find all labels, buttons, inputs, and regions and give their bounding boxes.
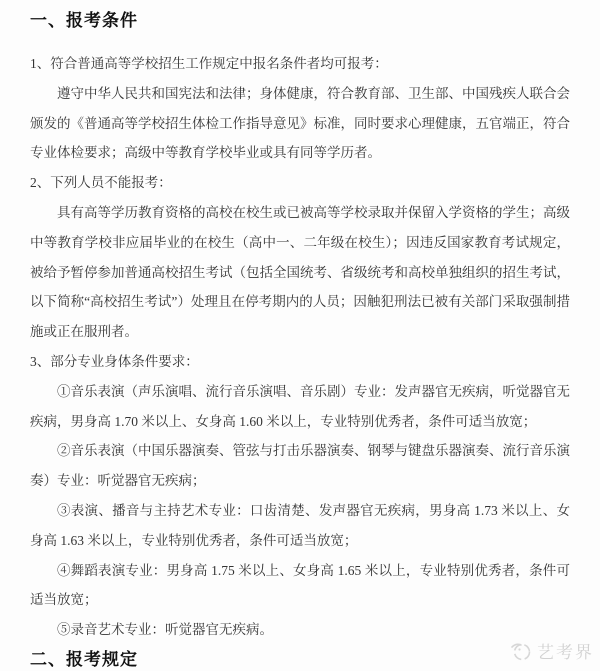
document-body	[30, 49, 570, 645]
paragraph: 遵守中华人民共和国宪法和法律；身体健康，符合教育部、卫生部、中国残疾人联合会颁发的《普通高等学校招生体检工作指导意见》标准，同时要求心理健康，五官端正，符合专业体检要求；高级中等教育学校毕业或具有同等学历者。	[30, 85, 570, 161]
section-heading-regulations: 二、报考规定	[30, 649, 138, 669]
paragraph: ⑤录音艺术专业：听觉器官无疾病。	[57, 622, 273, 638]
paragraph: ④舞蹈表演专业：男身高 1.75 米以上、女身高 1.65 米以上，专业特别优秀者，条件可适当放宽；	[30, 562, 570, 608]
watermark	[510, 638, 594, 663]
paragraph: ③表演、播音与主持艺术专业：口齿清楚、发声器官无疾病，男身高 1.73 米以上、女身高 1.63 米以上，专业特别优秀者，条件可适当放宽；	[30, 502, 570, 548]
paragraph: 1、符合普通高等学校招生工作规定中报名条件者均可报考：	[30, 56, 388, 71]
paragraph: 具有高等学历教育资格的高校在校生或已被高等学校录取并保留入学资格的学生；高级中等教育学校非应届毕业的在校生（高中一、二年级在校生）；因违反国家教育考试规定，被给予暂停参加普通高校招生考试（包括全国统考、省级统考和高校单独组织的招生考试，以下简称“高校招生考试”）处理且在停考期内的人员；因触犯刑法已被有关部门采取强制措施或正在服刑者。	[30, 204, 570, 340]
paragraph: 3、部分专业身体条件要求：	[30, 353, 199, 369]
section-heading-conditions: 一、报考条件	[30, 11, 138, 30]
watermark-text: 艺考界	[537, 643, 594, 662]
paragraph: ②音乐表演（中国乐器演奏、管弦与打击乐器演奏、钢琴与键盘乐器演奏、流行音乐演奏）专业：听觉器官无疾病；	[30, 443, 570, 489]
yikaojie-logo-icon	[510, 641, 532, 661]
paragraph: ①音乐表演（声乐演唱、流行音乐演唱、音乐剧）专业：发声器官无疾病，听觉器官无疾病，男身高 1.70 米以上、女身高 1.60 米以上，专业特别优秀者，条件可适当放宽；	[30, 383, 570, 429]
paragraph: 2、下列人员不能报考：	[30, 175, 172, 191]
